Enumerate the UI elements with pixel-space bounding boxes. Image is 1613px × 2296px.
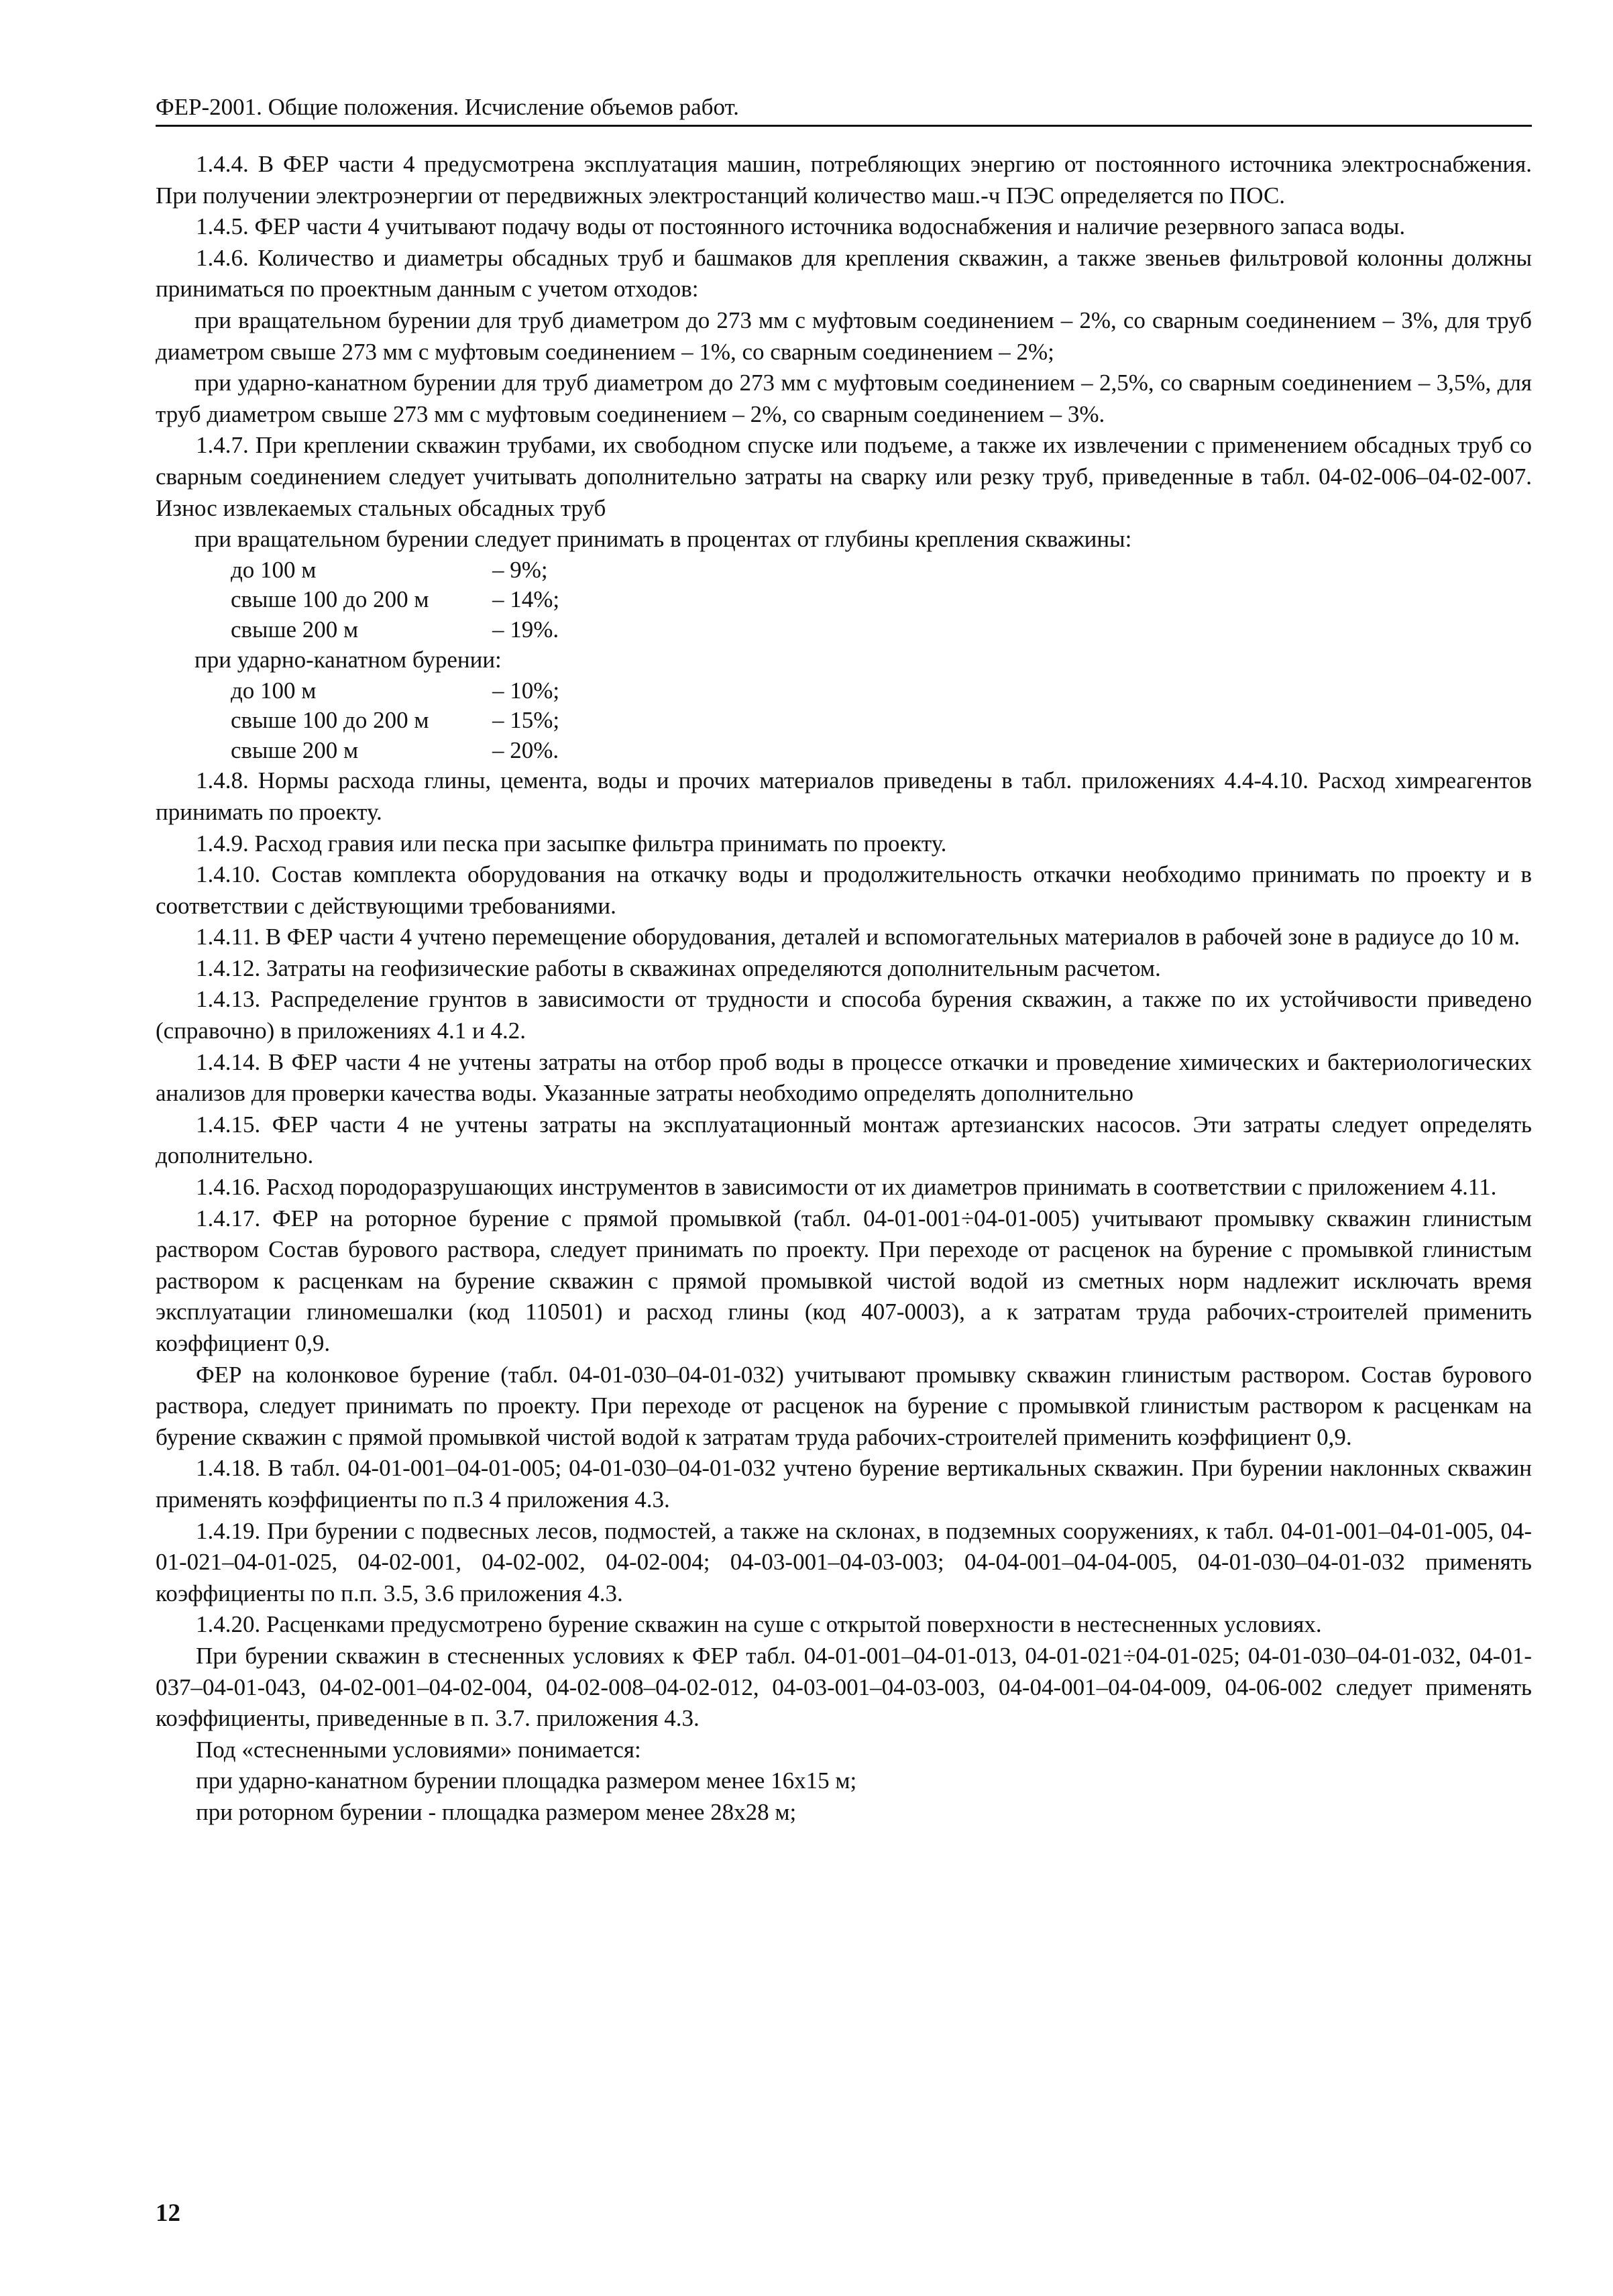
rate-range: свыше 100 до 200 м [231,707,429,734]
table-row [231,706,559,736]
paragraph-1-4-18: 1.4.18. В табл. 04-01-001–04-01-005; 04-01-030–04-01-032 учтено бурение вертикальных скважин. При бурении наклонных скважин применять коэффициенты по п.3 4 приложения 4.3. [156,1455,1532,1513]
rate-value: – 20%. [492,736,559,763]
paragraph-1-4-16: 1.4.16. Расход породоразрушающих инструментов в зависимости от их диаметров принимать в соответствии с приложением 4.11. [196,1174,1497,1201]
paragraph-1-4-13: 1.4.13. Распределение грунтов в зависимости от трудности и способа бурения скважин, а также по их устойчивости приведено (справочно) в приложениях 4.1 и 4.2. [156,986,1532,1044]
page-number: 12 [156,2199,180,2227]
paragraph-percussion-waste: при ударно-канатном бурении для труб диаметром до 273 мм с муфтовым соединением – 2,5%, со сварным соединением – 3,5%, для труб диаметром свыше 273 мм с муфтовым соединением – 2%, со сварным соединением – 3%. [156,370,1532,427]
paragraph-rotary-wear-heading: при вращательном бурении следует принимать в процентах от глубины крепления скважины: [194,526,1132,553]
paragraph-core-drilling: ФЕР на колонковое бурение (табл. 04-01-030–04-01-032) учитывают промывку скважин глинистым раствором. Состав бурового раствора, следует принимать по проекту. При переходе от расценок на бурение с промывкой глинистым раствором к расценкам на бурение скважин с прямой промывкой чистой водой к затратам труда рабочих-строителей применить коэффициент 0,9. [156,1361,1532,1450]
paragraph-1-4-11: 1.4.11. В ФЕР части 4 учтено перемещение оборудования, деталей и вспомогательных материалов в рабочей зоне в радиусе до 10 м. [196,924,1520,950]
paragraph-confined-definition: Под «стесненными условиями» понимается: [196,1736,641,1763]
table-row [231,615,559,645]
paragraph-percussion-site: при ударно-канатном бурении площадка размером менее 16х15 м; [196,1767,857,1794]
rate-value: – 10%; [492,677,560,704]
rate-value: – 19%. [492,616,559,643]
paragraph-1-4-20: 1.4.20. Расценками предусмотрено бурение скважин на суше с открытой поверхности в нестесненных условиях. [196,1611,1322,1638]
paragraph-rotary-waste: при вращательном бурении для труб диаметром до 273 мм с муфтовым соединением – 2%, со сварным соединением – 3%, для труб диаметром свыше 273 мм с муфтовым соединением – 1%, со сварным соединением – 2%; [156,307,1532,365]
table-row [231,736,559,766]
page-body [156,149,1532,1828]
table-row [231,555,559,586]
rotary-wear-table [231,555,559,645]
paragraph-confined-conditions: При бурении скважин в стесненных условиях к ФЕР табл. 04-01-001–04-01-013, 04-01-021÷04-01-025; 04-01-030–04-01-032, 04-01-037–04-01-043, 04-02-001–04-02-004, 04-02-008–04-02-012, 04-03-001–04-03-003, 04-04-001–04-04-009, 04-06-002 следует применять коэффициенты, приведенные в п. 3.7. приложения 4.3. [156,1642,1532,1732]
paragraph-1-4-12: 1.4.12. Затраты на геофизические работы в скважинах определяются дополнительным расчетом. [196,954,1161,981]
rate-value: – 14%; [492,586,560,613]
paragraph-1-4-7: 1.4.7. При креплении скважин трубами, их свободном спуске или подъеме, а также их извлечении с применением обсадных труб со сварным соединением следует учитывать дополнительно затраты на сварку или резку труб, приведенные в табл. 04-02-006–04-02-007. Износ извлекаемых стальных обсадных труб [156,432,1532,521]
paragraph-rotary-site: при роторном бурении - площадка размером менее 28х28 м; [196,1798,797,1825]
paragraph-1-4-14: 1.4.14. В ФЕР части 4 не учтены затраты на отбор проб воды в процессе откачки и проведение химических и бактериологических анализов для проверки качества воды. Указанные затраты необходимо определять дополнительно [156,1048,1532,1107]
paragraph-1-4-9: 1.4.9. Расход гравия или песка при засыпке фильтра принимать по проекту. [196,830,947,857]
paragraph-1-4-4: 1.4.4. В ФЕР части 4 предусмотрена эксплуатация машин, потребляющих энергию от постоянного источника электроснабжения. При получении электроэнергии от передвижных электростанций количество маш.-ч ПЭС определяется по ПОС. [156,151,1532,209]
running-header [156,93,1532,127]
paragraph-1-4-19: 1.4.19. При бурении с подвесных лесов, подмостей, а также на склонах, в подземных сооружениях, к табл. 04-01-001–04-01-005, 04-01-021–04-01-025, 04-02-001, 04-02-002, 04-02-004; 04-03-001–04-03-003; 04-04-001–04-04-005, 04-01-030–04-01-032 применять коэффициенты по п.п. 3.5, 3.6 приложения 4.3. [156,1517,1532,1606]
rate-range: до 100 м [231,556,317,583]
paragraph-1-4-8: 1.4.8. Нормы расхода глины, цемента, воды и прочих материалов приведены в табл. приложениях 4.4-4.10. Расход химреагентов принимать по проекту. [156,767,1532,825]
table-row [231,585,559,615]
paragraph-percussion-wear-heading: при ударно-канатном бурении: [194,647,502,673]
paragraph-1-4-15: 1.4.15. ФЕР части 4 не учтены затраты на эксплуатационный монтаж артезианских насосов. Эти затраты следует определять дополнительно. [156,1111,1532,1169]
rate-range: до 100 м [231,677,317,704]
rate-value: – 15%; [492,707,560,734]
paragraph-1-4-10: 1.4.10. Состав комплекта оборудования на откачку воды и продолжительность откачки необходимо принимать по проекту и в соответствии с действующими требованиями. [156,861,1532,919]
table-row [231,676,559,706]
percussion-wear-table [231,676,559,766]
paragraph-1-4-17: 1.4.17. ФЕР на роторное бурение с прямой промывкой (табл. 04-01-001÷04-01-005) учитывают промывку скважин глинистым раствором Состав бурового раствора, следует принимать по проекту. При переходе от расценок на бурение с промывкой глинистым раствором к расценкам на бурение скважин с прямой промывкой чистой водой из сметных норм надлежит исключать время эксплуатации глиномешалки (код 110501) и расход глины (код 407-0003), а к затратам труда рабочих-строителей применить коэффициент 0,9. [156,1205,1532,1356]
rate-value: – 9%; [492,556,548,583]
header-title: ФЕР-2001. Общие положения. Исчисление объемов работ. [156,94,739,120]
paragraph-1-4-5: 1.4.5. ФЕР части 4 учитывают подачу воды от постоянного источника водоснабжения и наличие резервного запаса воды. [196,213,1406,240]
rate-range: свыше 100 до 200 м [231,586,429,613]
paragraph-1-4-6: 1.4.6. Количество и диаметры обсадных труб и башмаков для крепления скважин, а также звеньев фильтровой колонны должны приниматься по проектным данным с учетом отходов: [156,244,1532,303]
rate-range: свыше 200 м [231,736,359,763]
rate-range: свыше 200 м [231,616,359,643]
